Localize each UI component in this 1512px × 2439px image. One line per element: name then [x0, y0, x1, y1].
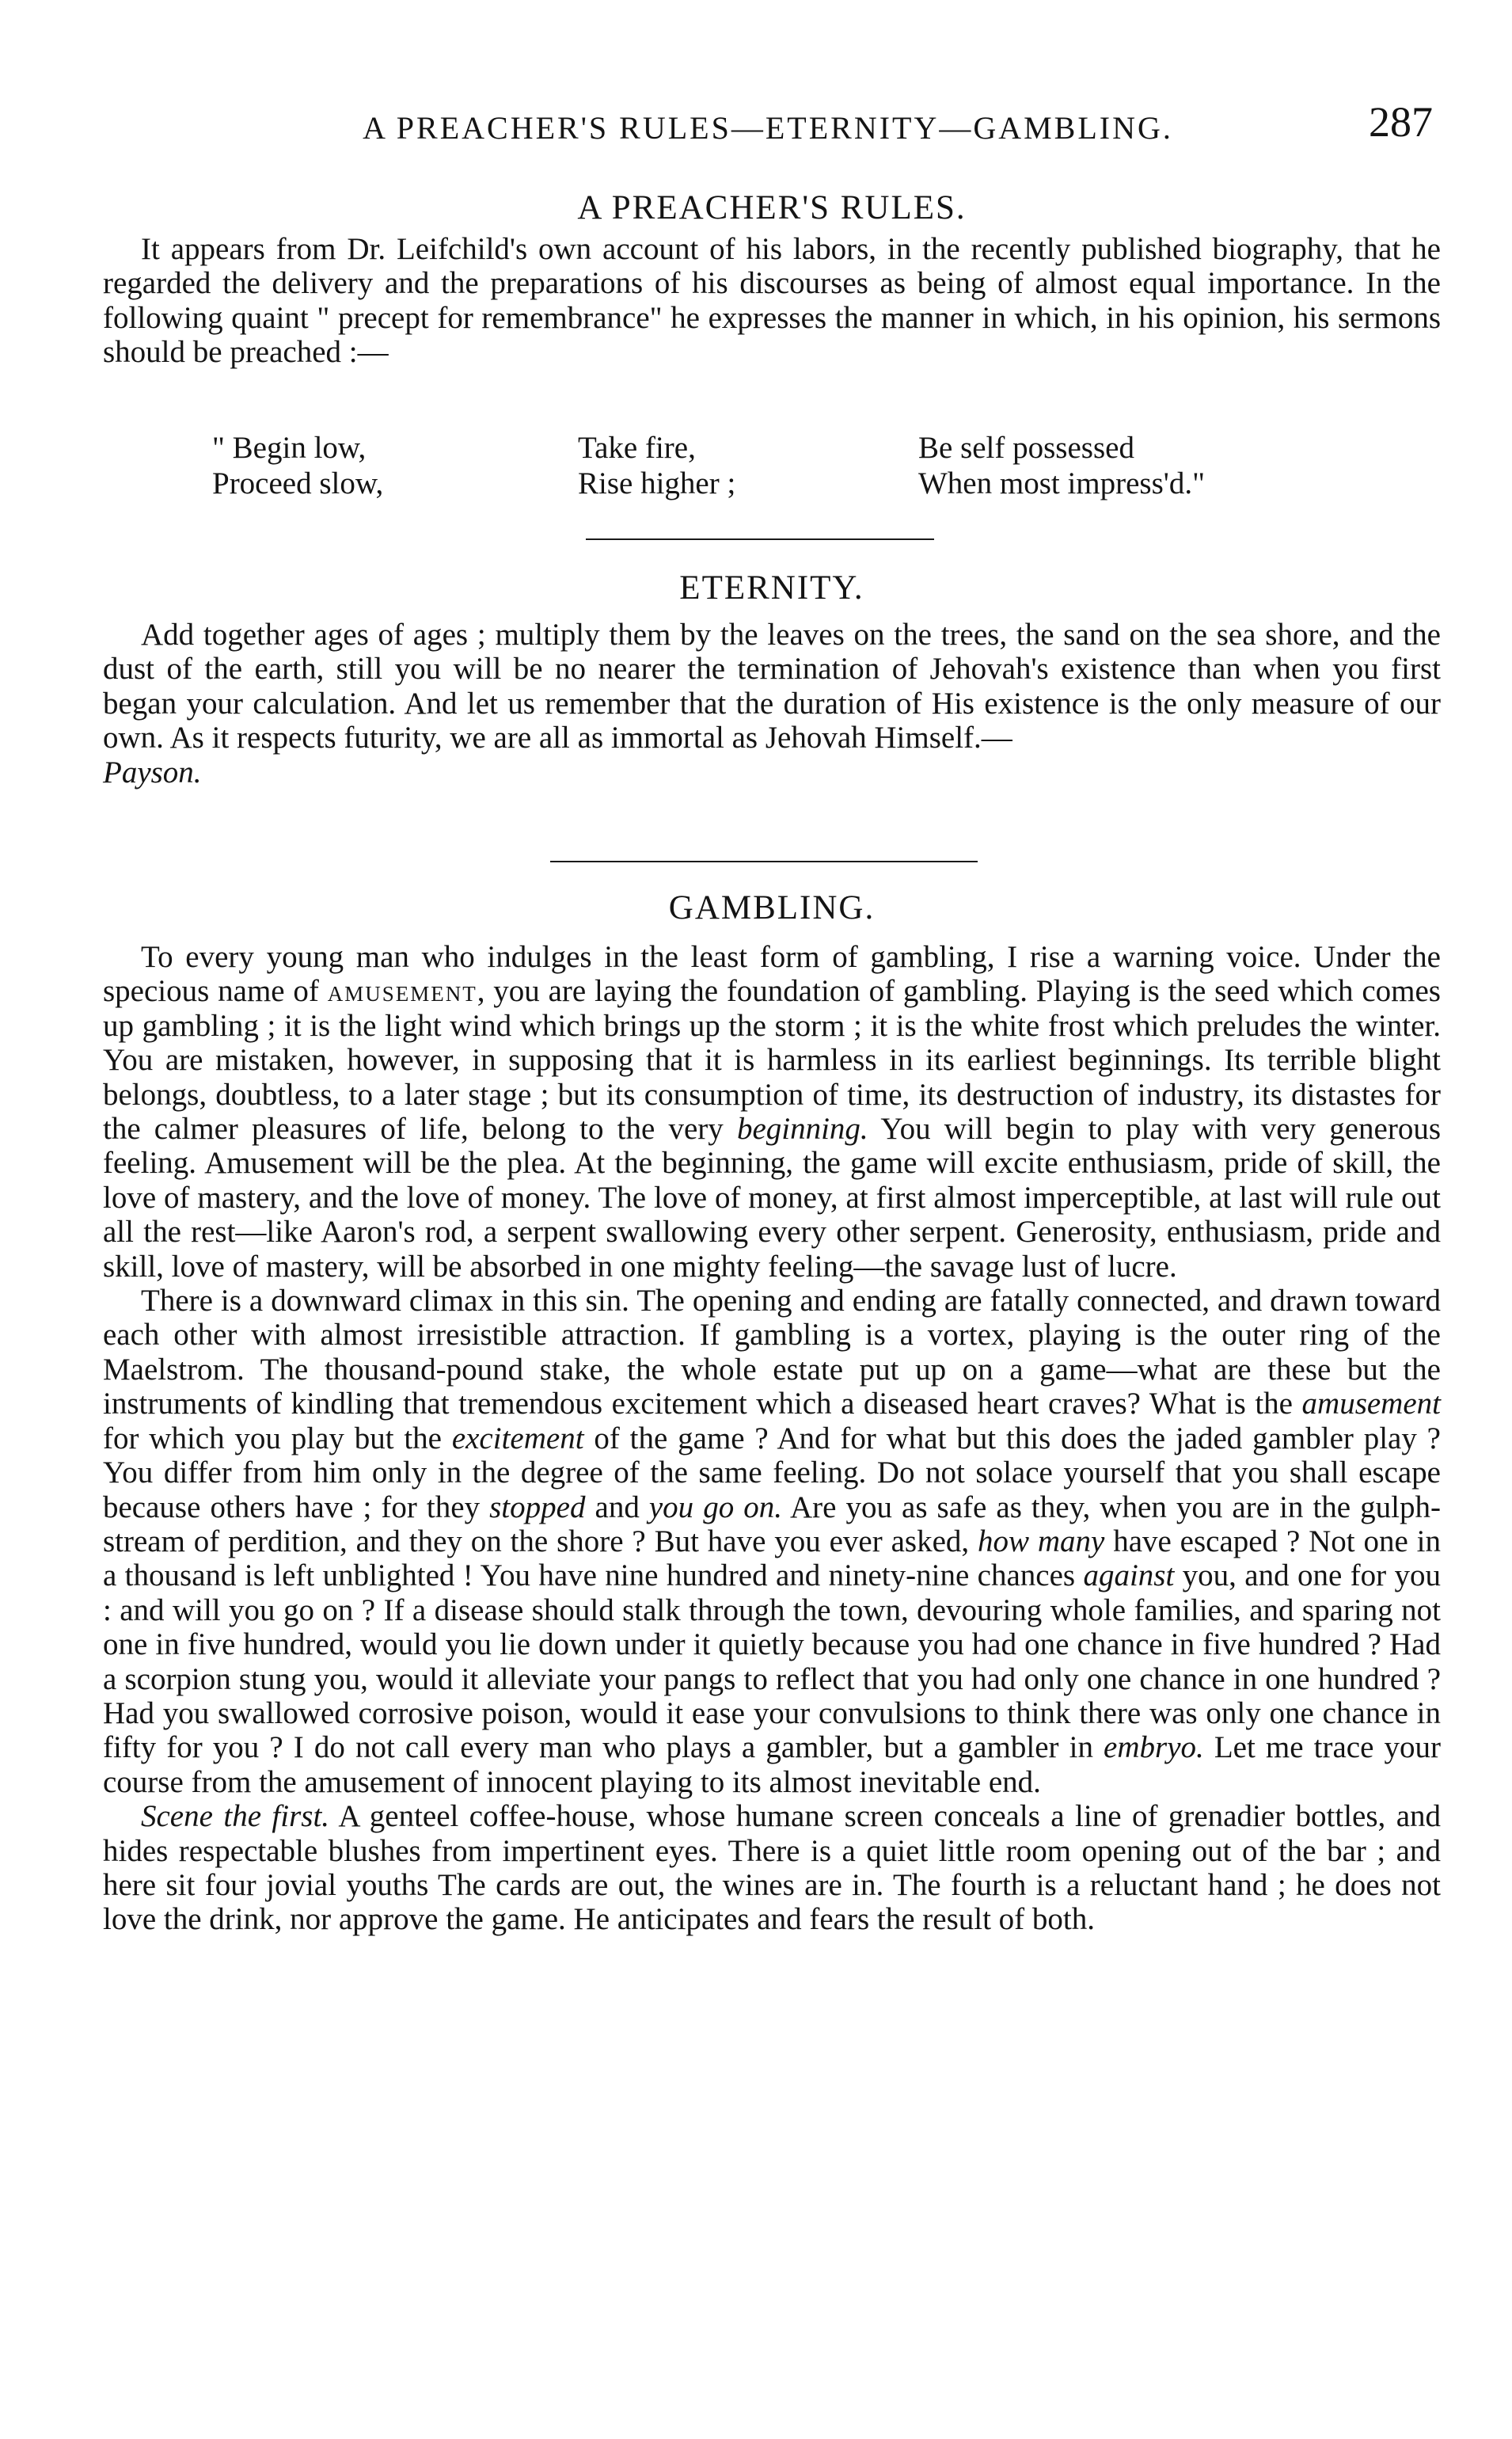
preacher-verse [212, 430, 1320, 501]
text-run: have escaped ? Not one in a thousand is left unblighted ! You have nine hundred and ninety-nine chances [103, 1524, 1441, 1593]
text-run: and [585, 1490, 649, 1524]
italic-run: you go on. [648, 1490, 783, 1524]
verse-row-1 [212, 430, 1320, 466]
gambling-paragraph-2 [103, 1284, 1441, 1799]
section-divider [586, 538, 934, 540]
running-title: A PREACHER'S RULES—ETERNITY—GAMBLING. [363, 110, 1173, 146]
italic-run: excitement [451, 1421, 584, 1455]
verse-line: Take fire, [578, 431, 696, 465]
text-run: A genteel coffee-house, whose humane screen conceals a line of grenadier bottles, and hides respectable blushes from impertinent eyes. There is a quiet little room opening out of the bar ; and here sit four jovial youths The cards are out, the wines are in. The fourth is a reluctant hand ; he does not love the drink, nor approve the game. He anticipates and fears the result of both. [103, 1799, 1441, 1937]
text-run: of the game ? And for what but this does the jaded gambler play ? You differ from him only in the degree of the same feeling. Do not solace yourself that you shall escape because others have ; for they [103, 1421, 1441, 1524]
verse-line: Be self possessed [918, 431, 1134, 465]
italic-run: embryo. [1104, 1730, 1204, 1765]
running-head [103, 98, 1433, 152]
verse-line: When most impress'd." [918, 466, 1205, 500]
page-number: 287 [1369, 98, 1433, 146]
preacher-paragraph: It appears from Dr. Leifchild's own account of his labors, in the recently published biography, that he regarded the delivery and the preparations of his discourses as being of almost equal importance. In the following quaint " precept for remembrance" he expresses the manner in which, in his opinion, his sermons should be preached :— [103, 232, 1441, 370]
text-run: for which you play but the [103, 1421, 452, 1455]
eternity-heading: ETERNITY. [679, 569, 864, 607]
eternity-text: Add together ages of ages ; multiply them by the leaves on the trees, the sand on the sea shore, and the dust of the earth, still you will be no nearer the termination of Jehovah's existence than when you first began your calculation. And let us remember that the duration of His existence is the only measure of our own. As it respects futurity, we are all as immortal as Jehovah Himself.— [103, 618, 1441, 755]
italic-run: amusement [1301, 1387, 1441, 1421]
gambling-heading: GAMBLING. [668, 889, 876, 927]
eternity-attribution: Payson. [103, 755, 202, 790]
text-run: Are you as safe as they, when you are in the gulph-stream of perdition, and they on the shore ? But have you ever asked, [103, 1490, 1441, 1558]
text-run: you, and one for you : and will you go on ? If a disease should stalk through the town, devouring whole families, and sparing not one in five hundred, would you lie down under it quietly because you had one chance in five hundred ? Had a scorpion stung you, would it alleviate your pangs to reflect that you had only one chance in one hundred ? Had you swallowed corrosive poison, would it ease your convulsions to think there was only one chance in fifty for you ? I do not call every man who plays a gambler, but a gambler in [103, 1558, 1441, 1765]
text-run: , you are laying the foundation of gambling. Playing is the seed which comes up gambling ; it is the light wind which brings up the storm ; it is the white frost which preludes the winter. You are mistaken, however, in supposing that it is harmless in its earliest beginnings. Its terrible blight belongs, doubtless, to a later stage ; but its consumption of time, its destruction of industry, its distastes for the calmer pleasures of life, belong to the very [103, 974, 1441, 1147]
verse-line: Proceed slow, [212, 466, 384, 500]
gambling-section [103, 940, 1441, 1937]
text-run: Let me trace your course from the amusement of innocent playing to its almost inevitable end. [103, 1730, 1442, 1799]
preacher-section [103, 232, 1441, 370]
italic-run: against [1083, 1558, 1175, 1593]
text-run: You will begin to play with very generous feeling. Amusement will be the plea. At the beginning, the game will excite enthusiasm, pride of skill, the love of mastery, and the love of money. The love of money, at first almost imperceptible, at last will rule out all the rest—like Aaron's rod, a serpent swallowing every other serpent. Generosity, enthusiasm, pride and skill, love of mastery, will be absorbed in one mighty feeling—the savage lust of lucre. [103, 1112, 1441, 1284]
italic-run: how many [978, 1524, 1105, 1558]
italic-run: beginning. [736, 1112, 868, 1147]
section-divider [550, 861, 978, 862]
eternity-paragraph [103, 618, 1441, 790]
verse-line: " Begin low, [212, 431, 367, 465]
small-caps-run: amusement [327, 974, 477, 1009]
text-run: There is a downward climax in this sin. The opening and ending are fatally connected, and drawn toward each other with almost irresistible attraction. If gambling is a vortex, playing is the outer ring of the Maelstrom. The thousand-pound stake, the whole estate put up on a game—what are these but the instruments of kindling that tremendous excitement which a diseased heart craves? What is the [103, 1284, 1441, 1421]
verse-row-2 [212, 466, 1320, 501]
gambling-paragraph-1 [103, 940, 1441, 1284]
italic-run: Scene the first. [141, 1799, 330, 1834]
italic-run: stopped [489, 1490, 586, 1524]
gambling-paragraph-3 [103, 1799, 1441, 1937]
preacher-heading: A PREACHER'S RULES. [577, 189, 967, 226]
eternity-section [103, 618, 1441, 790]
text-run: To every young man who indulges in the least form of gambling, I rise a warning voice. Under the specious name of [103, 940, 1441, 1009]
verse-line: Rise higher ; [578, 466, 736, 500]
